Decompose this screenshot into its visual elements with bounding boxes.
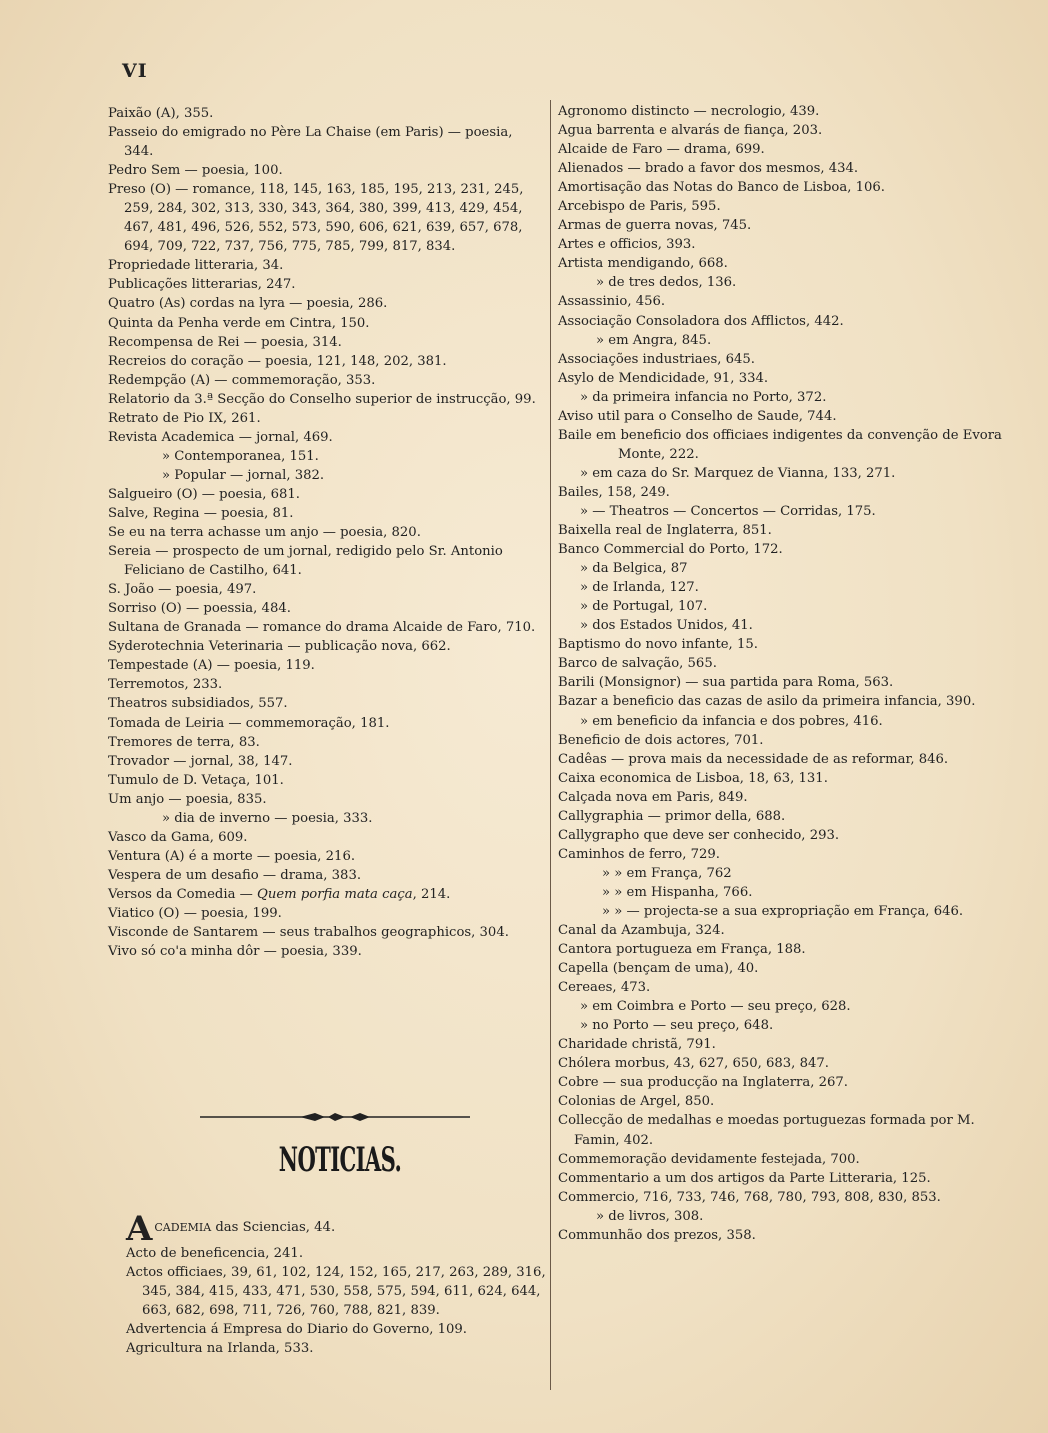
index-entry: » de Portugal, 107. <box>580 599 708 615</box>
index-entry: » de Irlanda, 127. <box>580 580 699 596</box>
noticias-left-group <box>126 1244 554 1358</box>
index-entry: Armas de guerra novas, 745. <box>558 218 752 234</box>
index-entry: » dia de inverno — poesia, 333. <box>162 810 373 826</box>
index-entry: Commemoração devidamente festejada, 700. <box>558 1151 860 1167</box>
index-entry: Banco Commercial do Porto, 172. <box>558 542 783 558</box>
index-entry: Capella (bençam de uma), 40. <box>558 961 759 977</box>
index-entry: Caminhos de ferro, 729. <box>558 846 720 862</box>
index-entry: Salve, Regina — poesia, 81. <box>108 505 294 521</box>
index-entry: Recompensa de Rei — poesia, 314. <box>108 334 342 350</box>
index-entry: Actos officiaes, 39, 61, 102, 124, 152, 165, 217, 263, 289, 316, 345, 384, 415, 433, 471, 530, 558, 575, 594, 611, 624, 644, 663, 682, 698, 711, 726, 760, 788, 821, 839. <box>126 1265 546 1319</box>
index-entry: Associações industriaes, 645. <box>558 351 755 367</box>
index-entry: Sultana de Granada — romance do drama Alcaide de Faro, 710. <box>108 620 536 636</box>
index-entry: » em Coimbra e Porto — seu preço, 628. <box>580 999 851 1015</box>
index-entry: Vespera de um desafio — drama, 383. <box>108 867 362 883</box>
index-entry-versos <box>108 885 540 904</box>
index-entry: Cereaes, 473. <box>558 980 651 996</box>
noticias-right-group <box>558 102 1020 1245</box>
index-entry: Artista mendigando, 668. <box>558 256 728 272</box>
column-divider <box>550 100 551 1390</box>
index-entry: Agricultura na Irlanda, 533. <box>126 1341 314 1357</box>
index-entry: Barili (Monsignor) — sua partida para Roma, 563. <box>558 675 894 691</box>
index-entry: Baixella real de Inglaterra, 851. <box>558 523 772 539</box>
index-entry: Colonias de Argel, 850. <box>558 1094 715 1110</box>
index-entry: Quatro (As) cordas na lyra — poesia, 286. <box>108 296 388 312</box>
index-entry: Relatorio da 3.ª Secção do Conselho superior de instrucção, 99. <box>108 391 536 407</box>
index-entry: Cantora portugueza em França, 188. <box>558 942 806 958</box>
index-entry: » em Angra, 845. <box>596 332 712 348</box>
index-entry: Baile em beneficio dos officiaes indigentes da convenção de Evora Monte, 222. <box>558 427 1002 462</box>
section-heading: NOTICIAS. <box>278 1140 402 1180</box>
ornamental-divider <box>200 1112 470 1122</box>
index-entry: Barco de salvação, 565. <box>558 656 717 672</box>
index-entry: Tremores de terra, 83. <box>108 734 260 750</box>
index-entry: Bazar a beneficio das cazas de asilo da primeira infancia, 390. <box>558 694 976 710</box>
index-entry: Pedro Sem — poesia, 100. <box>108 163 283 179</box>
index-entry: Recreios do coração — poesia, 121, 148, 202, 381. <box>108 353 447 369</box>
noticias-left-column <box>126 1209 554 1358</box>
drop-cap: A <box>126 1209 153 1249</box>
index-entry: » em beneficio da infancia e dos pobres, 416. <box>580 713 883 729</box>
entry-text: , 214. <box>412 886 451 902</box>
right-column <box>558 102 1020 1245</box>
index-entry: » » em Hispanha, 766. <box>602 884 753 900</box>
index-entry: Passeio do emigrado no Père La Chaise (em Paris) — poesia, 344. <box>108 125 513 160</box>
index-entry: Commercio, 716, 733, 746, 768, 780, 793, 808, 830, 853. <box>558 1189 941 1205</box>
entry-italic: Quem porfia mata caça <box>257 886 413 902</box>
index-entry: Propriedade litteraria, 34. <box>108 258 284 274</box>
index-group-a <box>108 104 540 447</box>
index-entry: Chólera morbus, 43, 627, 650, 683, 847. <box>558 1056 829 1072</box>
index-entry: Salgueiro (O) — poesia, 681. <box>108 486 300 502</box>
index-entry: Commentario a um dos artigos da Parte Litteraria, 125. <box>558 1170 931 1186</box>
index-group-sub <box>108 447 540 485</box>
index-entry: Se eu na terra achasse um anjo — poesia, 820. <box>108 525 421 541</box>
index-entry: » Popular — jornal, 382. <box>162 467 325 483</box>
index-entry: Arcebispo de Paris, 595. <box>558 199 721 215</box>
entry-text: Versos da Comedia — <box>108 886 258 902</box>
index-entry: Canal da Azambuja, 324. <box>558 923 725 939</box>
index-entry: Amortisação das Notas do Banco de Lisboa, 106. <box>558 180 885 196</box>
index-entry: Communhão dos prezos, 358. <box>558 1227 756 1243</box>
index-entry: Agua barrenta e alvarás de fiança, 203. <box>558 123 823 139</box>
index-entry: Cadêas — prova mais da necessidade de as reformar, 846. <box>558 751 949 767</box>
index-entry: Callygraphia — primor della, 688. <box>558 808 786 824</box>
index-entry: Trovador — jornal, 38, 147. <box>108 753 293 769</box>
index-entry: Viatico (O) — poesia, 199. <box>108 905 282 921</box>
entry-smallcaps: CADEMIA <box>154 1221 212 1234</box>
index-entry: Retrato de Pio IX, 261. <box>108 410 261 426</box>
entry-text: das Sciencias, 44. <box>211 1220 336 1235</box>
index-group-c <box>108 828 540 885</box>
index-entry: Preso (O) — romance, 118, 145, 163, 185, 195, 213, 231, 245, 259, 284, 302, 313, 330, 343, 364, 380, 399, 413, 429, 454, 467, 481, 496, 526, 552, 573, 590, 606, 621, 639, 657, 678, 694, 709, 722, 737, 756, 775, 785, 799, 817, 834. <box>108 182 524 255</box>
index-entry: » » em França, 762 <box>602 865 732 881</box>
index-entry: Tempestade (A) — poesia, 119. <box>108 658 315 674</box>
index-entry: Um anjo — poesia, 835. <box>108 791 267 807</box>
index-entry: Cobre — sua producção na Inglaterra, 267. <box>558 1075 848 1091</box>
index-entry: Collecção de medalhas e moedas portuguezas formada por M. Famin, 402. <box>558 1113 975 1148</box>
index-entry: Artes e officios, 393. <box>558 237 696 253</box>
index-entry: Theatros subsidiados, 557. <box>108 696 288 712</box>
index-entry: Vivo só co'a minha dôr — poesia, 339. <box>108 944 362 960</box>
index-entry: Redempção (A) — commemoração, 353. <box>108 372 376 388</box>
index-entry: Sorriso (O) — poessia, 484. <box>108 601 291 617</box>
index-entry: Agronomo distincto — necrologio, 439. <box>558 104 820 119</box>
index-entry: » da primeira infancia no Porto, 372. <box>580 389 827 405</box>
index-entry: Asylo de Mendicidade, 91, 334. <box>558 370 769 386</box>
index-entry: Calçada nova em Paris, 849. <box>558 789 748 805</box>
index-entry: » Contemporanea, 151. <box>162 448 319 464</box>
index-group-b <box>108 485 540 809</box>
page-number: VI <box>122 60 148 82</box>
index-entry: » dos Estados Unidos, 41. <box>580 618 753 634</box>
index-entry: Tomada de Leiria — commemoração, 181. <box>108 715 390 731</box>
index-entry: Bailes, 158, 249. <box>558 484 670 500</box>
index-entry: Alienados — brado a favor dos mesmos, 434. <box>558 161 859 177</box>
index-entry: Assassinio, 456. <box>558 294 666 310</box>
index-entry: Syderotechnia Veterinaria — publicação nova, 662. <box>108 639 451 655</box>
index-entry: Caixa economica de Lisboa, 18, 63, 131. <box>558 770 828 786</box>
index-entry: Callygrapho que deve ser conhecido, 293. <box>558 827 840 843</box>
index-entry: Publicações litterarias, 247. <box>108 277 296 293</box>
index-entry: Sereia — prospecto de um jornal, redigido pelo Sr. Antonio Feliciano de Castilho, 641. <box>108 544 503 579</box>
index-entry: Vasco da Gama, 609. <box>108 829 248 845</box>
index-entry: S. João — poesia, 497. <box>108 582 257 598</box>
index-entry: » em caza do Sr. Marquez de Vianna, 133, 271. <box>580 465 896 481</box>
index-entry: Visconde de Santarem — seus trabalhos geographicos, 304. <box>108 925 509 941</box>
index-entry: » de tres dedos, 136. <box>596 275 737 291</box>
index-entry: Aviso util para o Conselho de Saude, 744. <box>558 408 837 424</box>
index-group-d <box>108 904 540 961</box>
index-entry: Acto de beneficencia, 241. <box>126 1246 304 1261</box>
index-entry: » no Porto — seu preço, 648. <box>580 1018 774 1034</box>
index-entry: Ventura (A) é a morte — poesia, 216. <box>108 848 356 864</box>
index-entry: Tumulo de D. Vetaça, 101. <box>108 772 284 788</box>
index-entry-academia <box>126 1209 554 1249</box>
index-entry: Charidade christã, 791. <box>558 1037 716 1053</box>
index-entry: Terremotos, 233. <box>108 677 223 693</box>
index-entry: Alcaide de Faro — drama, 699. <box>558 142 765 158</box>
index-entry: Advertencia á Empresa do Diario do Governo, 109. <box>126 1322 468 1338</box>
left-column <box>108 104 540 961</box>
index-entry: Beneficio de dois actores, 701. <box>558 732 764 748</box>
index-entry: Baptismo do novo infante, 15. <box>558 637 758 653</box>
index-entry: » da Belgica, 87 <box>580 561 688 577</box>
index-entry: Associação Consoladora dos Afflictos, 442. <box>558 313 844 329</box>
index-entry: » de livros, 308. <box>596 1208 704 1224</box>
index-entry: Paixão (A), 355. <box>108 106 214 121</box>
index-entry: Revista Academica — jornal, 469. <box>108 429 333 445</box>
index-entry: » » — projecta-se a sua expropriação em França, 646. <box>602 903 964 919</box>
index-entry: » — Theatros — Concertos — Corridas, 175. <box>580 503 876 519</box>
index-entry: Quinta da Penha verde em Cintra, 150. <box>108 315 370 331</box>
